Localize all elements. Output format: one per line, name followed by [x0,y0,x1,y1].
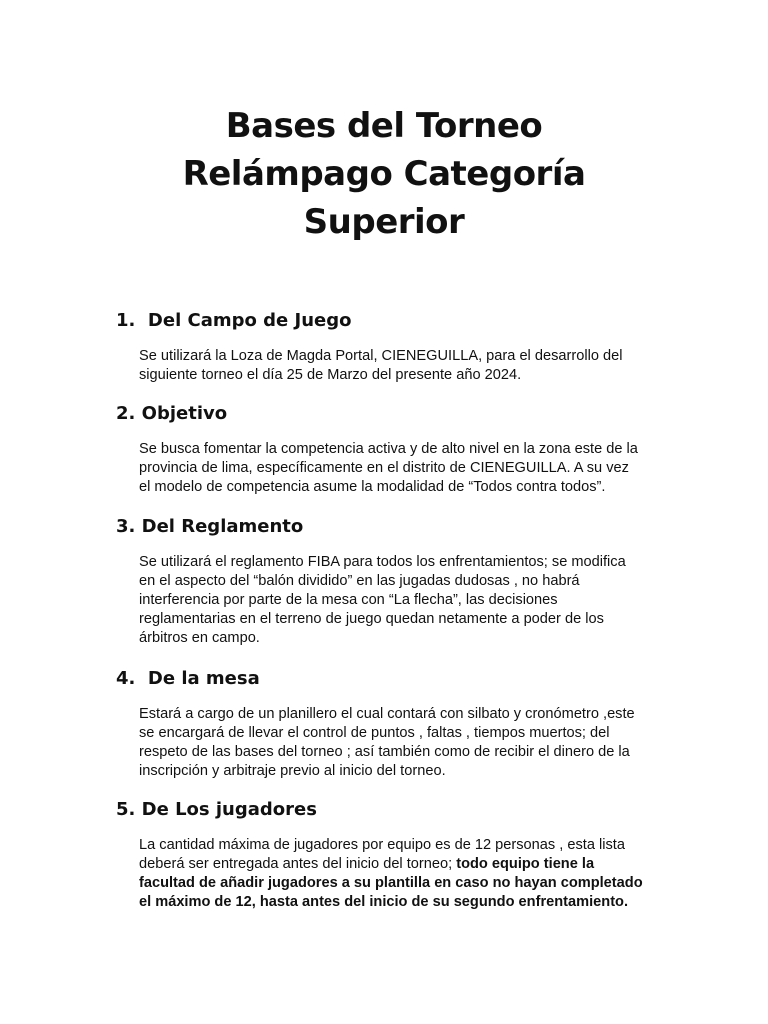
section-number: 3. [116,516,136,537]
body-line: siguiente torneo el día 25 de Marzo del presente año 2024. [139,367,522,383]
body-line: se encargará de llevar el control de puntos , faltas , tiempos muertos; del [139,725,610,741]
body-line: Se utilizará el reglamento FIBA para todos los enfrentamientos; se modifica [139,554,626,570]
body-line-bold: facultad de añadir jugadores a su plantilla en caso no hayan completado [139,875,643,891]
body-line: el modelo de competencia asume la modalidad de “Todos contra todos”. [139,479,606,495]
section-number: 5. [116,799,136,820]
section-jugadores [116,798,676,912]
section-body [139,705,671,781]
section-heading [116,309,676,333]
body-line: Se utilizará la Loza de Magda Portal, CIENEGUILLA, para el desarrollo del [139,348,623,364]
body-line: interferencia por parte de la mesa con “La flecha”, las decisiones [139,592,558,608]
section-title: Objetivo [141,403,228,424]
body-line: provincia de lima, específicamente en el distrito de CIENEGUILLA. A su vez [139,460,629,476]
section-heading [116,515,676,539]
body-line: respeto de las bases del torneo ; así también como de recibir el dinero de la [139,744,630,760]
section-objetivo [116,402,676,497]
body-line: La cantidad máxima de jugadores por equipo es de 12 personas , esta lista [139,837,625,853]
title-line-3: Superior [303,202,465,242]
section-heading [116,402,676,426]
body-line: árbitros en campo. [139,630,260,646]
body-text-bold: todo equipo tiene la [456,856,595,872]
section-title: Del Campo de Juego [147,310,352,331]
section-body [139,440,671,497]
section-heading [116,798,676,822]
section-reglamento [116,515,676,648]
document-title [0,102,768,246]
section-body [139,553,671,648]
section-number: 2. [116,403,136,424]
title-line-2: Relámpago Categoría [182,154,586,194]
body-text: deberá ser entregada antes del inicio del torneo; [139,856,457,872]
body-line: Estará a cargo de un planillero el cual contará con silbato y cronómetro ,este [139,706,635,722]
section-body [139,347,671,385]
body-line [139,855,671,874]
section-campo-de-juego [116,309,676,385]
section-title: Del Reglamento [141,516,304,537]
body-line: inscripción y arbitraje previo al inicio del torneo. [139,763,446,779]
body-line: en el aspecto del “balón dividido” en las jugadas dudosas , no habrá [139,573,580,589]
section-title: De Los jugadores [141,799,317,820]
body-line: reglamentarias en el terreno de juego quedan netamente a poder de los [139,611,604,627]
section-mesa [116,667,676,781]
section-number: 4. [116,668,136,689]
body-line: Se busca fomentar la competencia activa y de alto nivel en la zona este de la [139,441,638,457]
section-heading [116,667,676,691]
title-line-1: Bases del Torneo [225,106,543,146]
section-number: 1. [116,310,136,331]
section-title: De la mesa [141,668,260,689]
section-body [139,836,671,912]
body-line-bold: el máximo de 12, hasta antes del inicio de su segundo enfrentamiento. [139,894,629,910]
